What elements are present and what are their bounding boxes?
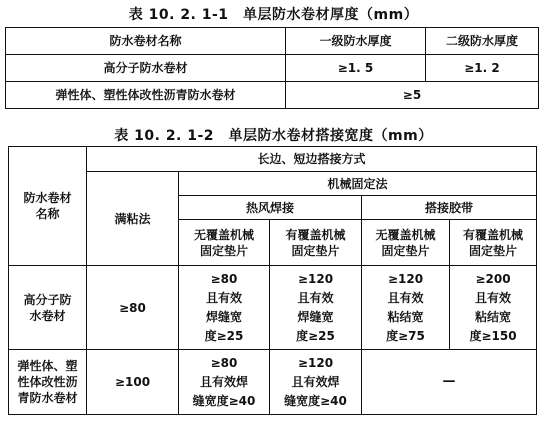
header-sub xyxy=(362,220,450,266)
cell-line: 焊缝宽 xyxy=(297,309,334,324)
thickness-table xyxy=(5,27,539,109)
cell-line: 且有效焊 xyxy=(291,374,340,389)
cell-line: 焊缝宽 xyxy=(205,309,242,324)
row-cell xyxy=(270,350,362,415)
cell-line: ≥80 xyxy=(210,355,238,370)
row-cell xyxy=(450,266,537,350)
cell-line: 粘结宽 xyxy=(475,309,512,324)
cell-line: 且有效 xyxy=(475,290,512,305)
header-line: 名称 xyxy=(35,207,60,221)
row-full-adhesion-value: ≥80 xyxy=(87,266,179,350)
cell-line: ≥120 xyxy=(297,355,334,370)
cell-line: 青防水卷材 xyxy=(17,391,78,405)
header-overlap-tape: 搭接胶带 xyxy=(362,196,537,220)
header-line: 固定垫片 xyxy=(469,243,518,258)
row-full-adhesion-value: ≥100 xyxy=(87,350,179,415)
cell-line: 且有效 xyxy=(297,290,334,305)
table-row xyxy=(9,350,537,415)
cell-line: 高分子防 xyxy=(23,292,72,307)
overlap-width-table xyxy=(8,146,537,415)
cell-line: 且有效焊 xyxy=(199,374,248,389)
cell-line: 度≥150 xyxy=(469,328,517,343)
header-level2-thickness: 二级防水厚度 xyxy=(426,28,539,55)
row-material-name: 弹性体、塑性体改性沥青防水卷材 xyxy=(6,82,286,109)
table1-title: 表 10. 2. 1-1 单层防水卷材厚度（mm） xyxy=(128,7,419,23)
header-overlap-method: 长边、短边搭接方式 xyxy=(87,147,537,172)
header-mechanical-fixing: 机械固定法 xyxy=(179,172,537,196)
cell-line: 度≥75 xyxy=(386,328,425,343)
row-level1-value: ≥1. 5 xyxy=(286,55,426,82)
cell-line: 且有效 xyxy=(205,290,242,305)
table-row xyxy=(6,82,539,109)
cell-line: 粘结宽 xyxy=(387,309,424,324)
cell-line: ≥80 xyxy=(210,271,238,286)
header-sub xyxy=(450,220,537,266)
row-material-name: 高分子防水卷材 xyxy=(6,55,286,82)
cell-line: 缝宽度≥40 xyxy=(192,393,256,408)
header-material-name: 防水卷材名称 xyxy=(6,28,286,55)
row-tape-merged: — xyxy=(362,350,537,415)
table-row xyxy=(9,147,537,172)
header-sub xyxy=(270,220,362,266)
row-material-name xyxy=(9,266,87,350)
cell-line: 缝宽度≥40 xyxy=(284,393,347,408)
row-cell xyxy=(179,350,270,415)
table-row xyxy=(6,28,539,55)
table-row xyxy=(9,172,537,196)
row-cell xyxy=(179,266,270,350)
header-material-name xyxy=(9,147,87,266)
table2-title: 表 10. 2. 1-2 单层防水卷材搭接宽度（mm） xyxy=(114,128,433,144)
table-row xyxy=(6,55,539,82)
cell-line: ≥200 xyxy=(475,271,511,286)
header-line: 防水卷材 xyxy=(23,191,72,205)
header-line: 有覆盖机械 xyxy=(285,227,346,242)
cell-line: 且有效 xyxy=(387,290,424,305)
cell-line: 水卷材 xyxy=(29,308,66,323)
cell-line: 性体改性沥 xyxy=(17,375,78,389)
header-line: 固定垫片 xyxy=(199,243,248,258)
row-level2-value: ≥1. 2 xyxy=(426,55,539,82)
header-sub xyxy=(179,220,270,266)
cell-line: ≥120 xyxy=(387,271,424,286)
header-line: 有覆盖机械 xyxy=(463,227,524,242)
header-full-adhesion: 满粘法 xyxy=(87,172,179,266)
header-line: 无覆盖机械 xyxy=(375,227,436,242)
table-row xyxy=(9,266,537,350)
cell-line: 度≥25 xyxy=(204,328,244,343)
row-material-name xyxy=(9,350,87,415)
header-line: 固定垫片 xyxy=(291,243,340,258)
row-merged-value: ≥5 xyxy=(286,82,539,109)
cell-line: ≥120 xyxy=(297,271,334,286)
cell-line: 弹性体、塑 xyxy=(17,359,78,373)
header-level1-thickness: 一级防水厚度 xyxy=(286,28,426,55)
row-cell xyxy=(362,266,450,350)
cell-line: 度≥25 xyxy=(296,328,335,343)
header-line: 无覆盖机械 xyxy=(193,227,254,242)
header-line: 固定垫片 xyxy=(381,243,430,258)
row-cell xyxy=(270,266,362,350)
header-hot-air-welding: 热风焊接 xyxy=(179,196,362,220)
